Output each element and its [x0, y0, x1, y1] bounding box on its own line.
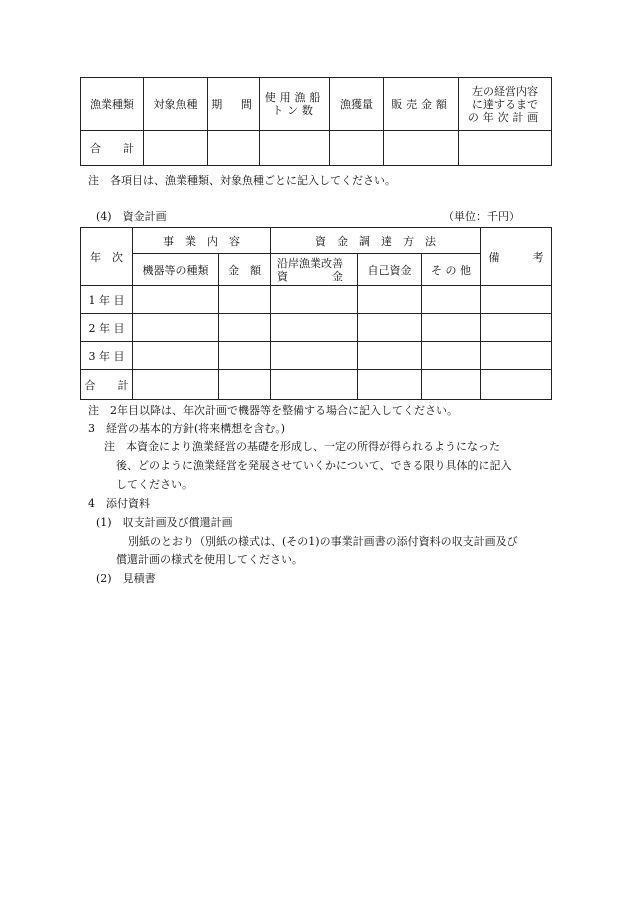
table-cell: [133, 286, 219, 314]
table-cell: [481, 342, 552, 370]
header-equipment-type: 機器等の種類: [133, 254, 219, 286]
note-2: 注 2年目以降は、年次計画で機器等を整備する場合に記入してください。: [88, 404, 458, 417]
table-cell: [422, 342, 481, 370]
table-cell: [133, 370, 219, 400]
table-cell: [481, 314, 552, 342]
row-label-year1: 1 年 目: [81, 286, 133, 314]
header-period: 期 間: [208, 78, 260, 131]
table-cell: [330, 131, 384, 166]
header-funding-method: 資 金 調 達 方 法: [271, 228, 481, 254]
table-cell: [133, 342, 219, 370]
row-label-year3: 3 年 目: [81, 342, 133, 370]
attach-item-1-text: 償還計画の様式を使用してください。: [116, 553, 303, 566]
attach-item-2-title: (2) 見積書: [96, 572, 156, 585]
header-sales: 販売金額: [384, 78, 459, 131]
table-cell: [358, 370, 422, 400]
table-cell: [208, 131, 260, 166]
table-cell: [219, 370, 271, 400]
section-3-note-line: してください。: [116, 478, 193, 491]
unit-label: （単位：千円）: [443, 210, 520, 223]
table-row: [81, 286, 552, 314]
section-4-heading: (4) 資金計画: [96, 210, 167, 223]
table-cell: [219, 342, 271, 370]
table-cell: [422, 314, 481, 342]
section-3-note-line: 注 本資金により漁業経営の基礎を形成し、一定の所得が得られるようになった: [104, 440, 500, 453]
table-cell: [133, 314, 219, 342]
header-coastal-fund: 沿岸漁業改善 資 金: [271, 254, 358, 286]
header-business-content: 事 業 内 容: [133, 228, 271, 254]
table-cell: [271, 286, 358, 314]
table-cell: [384, 131, 459, 166]
header-fishery-type: 漁業種類: [81, 78, 144, 131]
table-cell: [271, 370, 358, 400]
row-label-total: 合 計: [81, 370, 133, 400]
section-4-attach-heading: 4 添付資料: [88, 497, 150, 510]
header-other: そ の 他: [422, 254, 481, 286]
header-annual-plan: 左の経営内容 に達するまで の年次計画: [459, 78, 552, 131]
total-label: 合 計: [81, 131, 144, 166]
table-cell: [481, 286, 552, 314]
header-amount: 金 額: [219, 254, 271, 286]
table-row: [81, 342, 552, 370]
table-cell: [358, 314, 422, 342]
table-cell: [358, 286, 422, 314]
header-remarks: 備 考: [481, 228, 552, 286]
table-row: [81, 314, 552, 342]
table-header-row: [81, 78, 552, 131]
funding-plan-table: [80, 227, 552, 400]
note-1: 注 各項目は、漁業種類、対象魚種ごとに記入してください。: [88, 174, 396, 187]
header-vessel-tonnage: 使用漁船 トン数: [260, 78, 330, 131]
table-cell: [219, 314, 271, 342]
attach-item-1-title: (1) 収支計画及び償還計画: [96, 516, 233, 529]
table-cell: [459, 131, 552, 166]
table-cell: [481, 370, 552, 400]
table-row: [81, 131, 552, 166]
table-cell: [358, 342, 422, 370]
fishery-plan-table: [80, 77, 552, 166]
table-row: [81, 370, 552, 400]
table-cell: [422, 286, 481, 314]
header-year: 年 次: [81, 228, 133, 286]
header-own-fund: 自己資金: [358, 254, 422, 286]
attach-item-1-text: 別紙のとおり（別紙の様式は、(その1)の事業計画書の添付資料の収支計画及び: [128, 535, 518, 548]
table-cell: [219, 286, 271, 314]
table-cell: [422, 370, 481, 400]
table-cell: [271, 314, 358, 342]
table-cell: [260, 131, 330, 166]
table-cell: [144, 131, 208, 166]
table-cell: [271, 342, 358, 370]
section-3-note-line: 後、どのように漁業経営を発展させていくかについて、できる限り具体的に記入: [116, 459, 512, 472]
header-catch: 漁獲量: [330, 78, 384, 131]
table-header-row: [81, 228, 552, 254]
row-label-year2: 2 年 目: [81, 314, 133, 342]
header-target-species: 対象魚種: [144, 78, 208, 131]
section-3-heading: 3 経営の基本的方針(将来構想を含む。): [88, 422, 286, 435]
